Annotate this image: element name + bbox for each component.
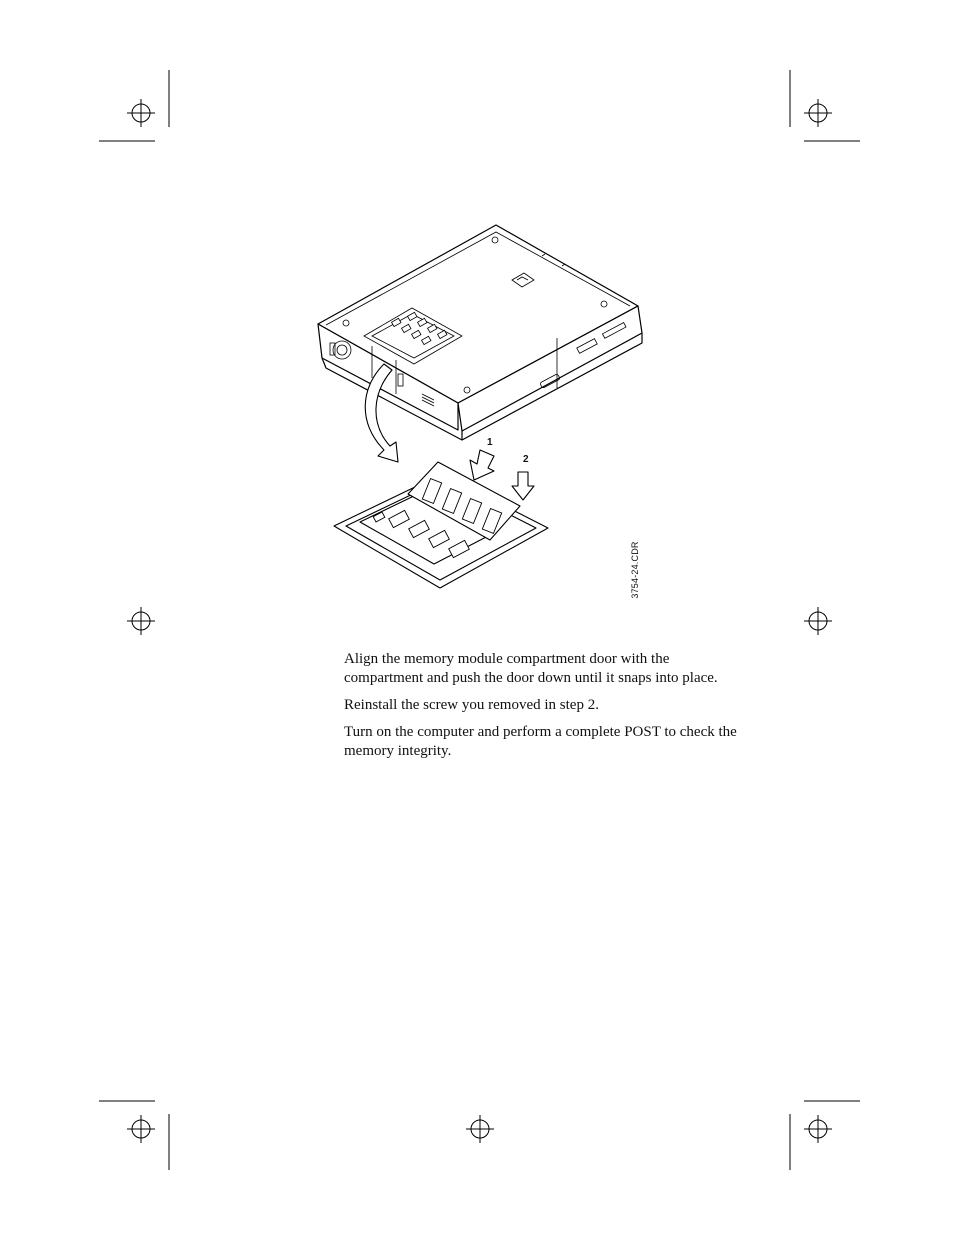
callout-1: 1 [487, 437, 493, 448]
arrow-1-icon [470, 450, 494, 480]
instruction-text [344, 650, 744, 769]
figure-code-text: 3754-24.CDR [630, 541, 640, 599]
registration-mark-bottom-right [790, 1101, 860, 1170]
registration-mark-bottom-left [99, 1101, 169, 1170]
registration-mark-top-left [99, 70, 169, 141]
memory-module-illustration [312, 218, 652, 598]
registration-mark-top-right [790, 70, 860, 141]
registration-mark-middle-right [804, 607, 832, 635]
paragraph-reinstall-screw: Reinstall the screw you removed in step 2. [344, 697, 599, 713]
arrow-2-icon [512, 472, 534, 500]
paragraph-align-door: Align the memory module compartment door with the compartment and push the door down until it snaps into place. [344, 651, 718, 686]
registration-mark-middle-left [127, 607, 155, 635]
callout-2: 2 [523, 454, 529, 465]
figure-code [628, 540, 642, 600]
paragraph-power-on: Turn on the computer and perform a complete POST to check the memory integrity. [344, 724, 737, 759]
registration-mark-bottom-center [466, 1115, 494, 1143]
